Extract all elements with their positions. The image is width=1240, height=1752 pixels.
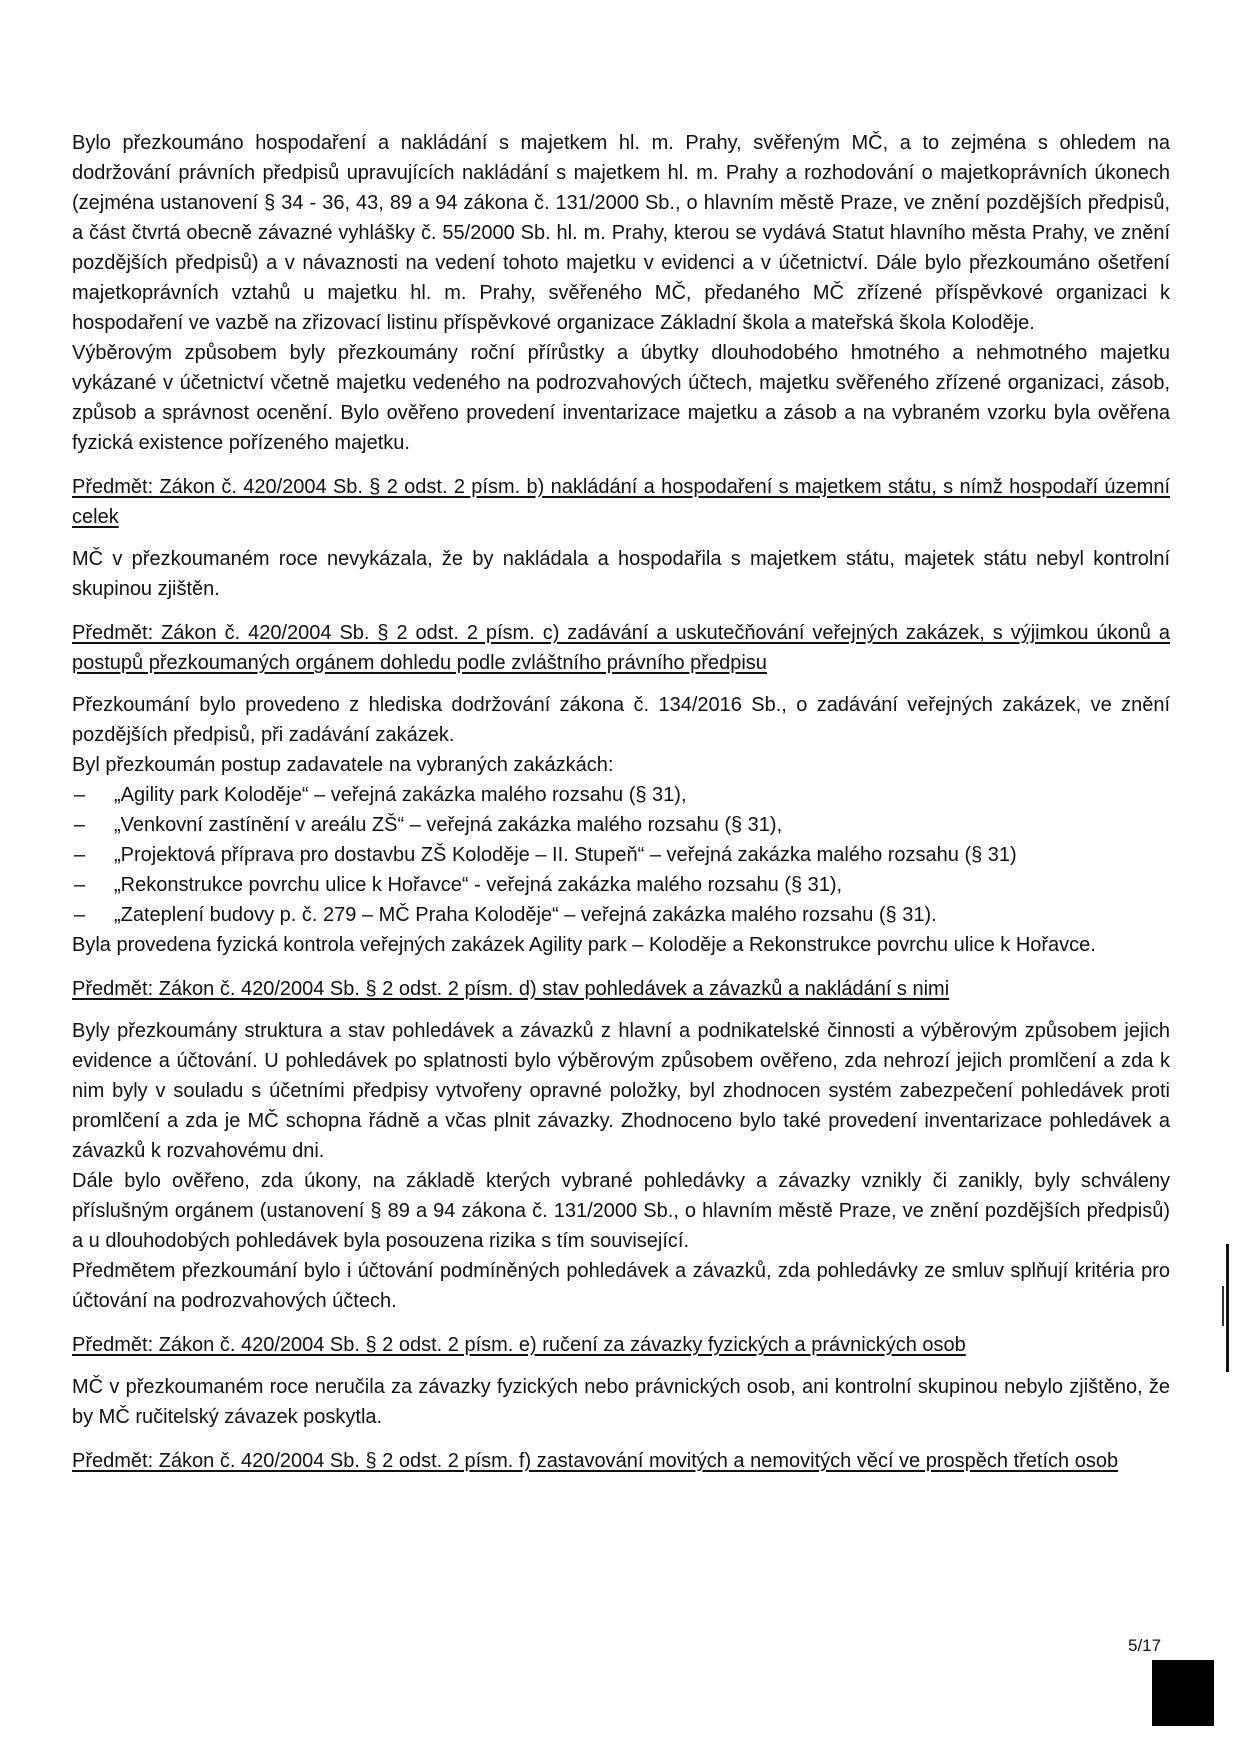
- section-text-d3: Předmětem přezkoumání bylo i účtování podmíněných pohledávek a závazků, zda pohledávky ze smluv splňují kritéria pro účtování na podrozvahových účtech.: [72, 1260, 1170, 1312]
- section-text-d1: Byly přezkoumány struktura a stav pohledávek a závazků z hlavní a podnikatelské činnosti a výběrovým způsobem jejich evidence a účtování. U pohledávek po splatnosti bylo výběrovým způsobem ověřeno, zda nehrozí jejich promlčení a zda k nim byly v souladu s účetními předpisy vytvořeny opravné položky, byl zhodnocen systém zabezpečení pohledávek proti promlčení a zda je MČ schopna řádně a včas plnit závazky. Zhodnoceno bylo také provedení inventarizace pohledávek a závazků k rozvahovému dni.: [72, 1020, 1170, 1162]
- section-text-c3: Byla provedena fyzická kontrola veřejných zakázek Agility park – Koloděje a Rekonstrukce povrchu ulice k Hořavce.: [72, 934, 1096, 956]
- scan-corner-block: [1152, 1660, 1214, 1726]
- scan-edge-mark: [1226, 1244, 1229, 1372]
- section-heading-d: Předmět: Zákon č. 420/2004 Sb. § 2 odst. 2 písm. d) stav pohledávek a závazků a nakládání s nimi: [72, 978, 950, 1000]
- list-item: – „Venkovní zastínění v areálu ZŠ“ – veřejná zakázka malého rozsahu (§ 31),: [72, 810, 1170, 840]
- list-item: – „Zateplení budovy p. č. 279 – MČ Praha Koloděje“ – veřejná zakázka malého rozsahu (§ 31).: [72, 900, 1170, 930]
- section-heading-e: Předmět: Zákon č. 420/2004 Sb. § 2 odst. 2 písm. e) ručení za závazky fyzických a právnických osob: [72, 1334, 966, 1356]
- section-text-c2: Byl přezkoumán postup zadavatele na vybraných zakázkách:: [72, 754, 614, 776]
- section-text-e: MČ v přezkoumaném roce neručila za závazky fyzických nebo právnických osob, ani kontrolní skupinou nebylo zjištěno, že by MČ ručitelský závazek poskytla.: [72, 1376, 1170, 1428]
- section-heading-c: Předmět: Zákon č. 420/2004 Sb. § 2 odst. 2 písm. c) zadávání a uskutečňování veřejných zakázek, s výjimkou úkonů a postupů přezkoumaných orgánem dohledu podle zvláštního právního předpisu: [72, 622, 1170, 674]
- page-number: 5/17: [1128, 1636, 1162, 1655]
- scan-edge-tick: [1222, 1286, 1224, 1326]
- section-text-b: MČ v přezkoumaném roce nevykázala, že by nakládala a hospodařila s majetkem státu, majetek státu nebyl kontrolní skupinou zjištěn.: [72, 548, 1170, 600]
- section-text-d2: Dále bylo ověřeno, zda úkony, na základě kterých vybrané pohledávky a závazky vznikly či zanikly, byly schváleny příslušným orgánem (ustanovení § 89 a 94 zákona č. 131/2000 Sb., o hlavním městě Praze, ve znění pozdějších předpisů) a u dlouhodobých pohledávek byla posouzena rizika s tím související.: [72, 1170, 1170, 1252]
- list-item: – „Rekonstrukce povrchu ulice k Hořavce“ - veřejná zakázka malého rozsahu (§ 31),: [72, 870, 1170, 900]
- list-item: – „Agility park Koloděje“ – veřejná zakázka malého rozsahu (§ 31),: [72, 780, 1170, 810]
- list-item: – „Projektová příprava pro dostavbu ZŠ Koloděje – II. Stupeň“ – veřejná zakázka malého rozsahu (§ 31): [72, 840, 1170, 870]
- paragraph-prirustky: Výběrovým způsobem byly přezkoumány roční přírůstky a úbytky dlouhodobého hmotného a nehmotného majetku vykázané v účetnictví včetně majetku vedeného na podrozvahových účtech, majetku svěřeného zřízené organizaci, zásob, způsob a správnost ocenění. Bylo ověřeno provedení inventarizace majetku a zásob a na vybraném vzorku byla ověřena fyzická existence pořízeného majetku.: [72, 342, 1170, 454]
- paragraph-majetek: Bylo přezkoumáno hospodaření a nakládání s majetkem hl. m. Prahy, svěřeným MČ, a to zejména s ohledem na dodržování právních předpisů upravujících nakládání s majetkem hl. m. Prahy a rozhodování o majetkoprávních úkonech (zejména ustanovení § 34 - 36, 43, 89 a 94 zákona č. 131/2000 Sb., o hlavním městě Praze, ve znění pozdějších předpisů, a část čtvrtá obecně závazné vyhlášky č. 55/2000 Sb. hl. m. Prahy, kterou se vydává Statut hlavního města Prahy, ve znění pozdějších předpisů) a v návaznosti na vedení tohoto majetku v evidenci a v účetnictví. Dále bylo přezkoumáno ošetření majetkoprávních vztahů u majetku hl. m. Prahy, svěřeného MČ, předaného MČ zřízené příspěvkové organizaci k hospodaření ve vazbě na zřizovací listinu příspěvkové organizace Základní škola a mateřská škola Koloděje.: [72, 132, 1170, 334]
- contract-list: [72, 780, 1170, 930]
- section-heading-f: Předmět: Zákon č. 420/2004 Sb. § 2 odst. 2 písm. f) zastavování movitých a nemovitých věcí ve prospěch třetích osob: [72, 1450, 1119, 1472]
- section-text-c1: Přezkoumání bylo provedeno z hlediska dodržování zákona č. 134/2016 Sb., o zadávání veřejných zakázek, ve znění pozdějších předpisů, při zadávání zakázek.: [72, 694, 1170, 746]
- document-body: [72, 128, 1170, 1476]
- section-heading-b: Předmět: Zákon č. 420/2004 Sb. § 2 odst. 2 písm. b) nakládání a hospodaření s majetkem státu, s nímž hospodaří územní celek: [72, 476, 1170, 528]
